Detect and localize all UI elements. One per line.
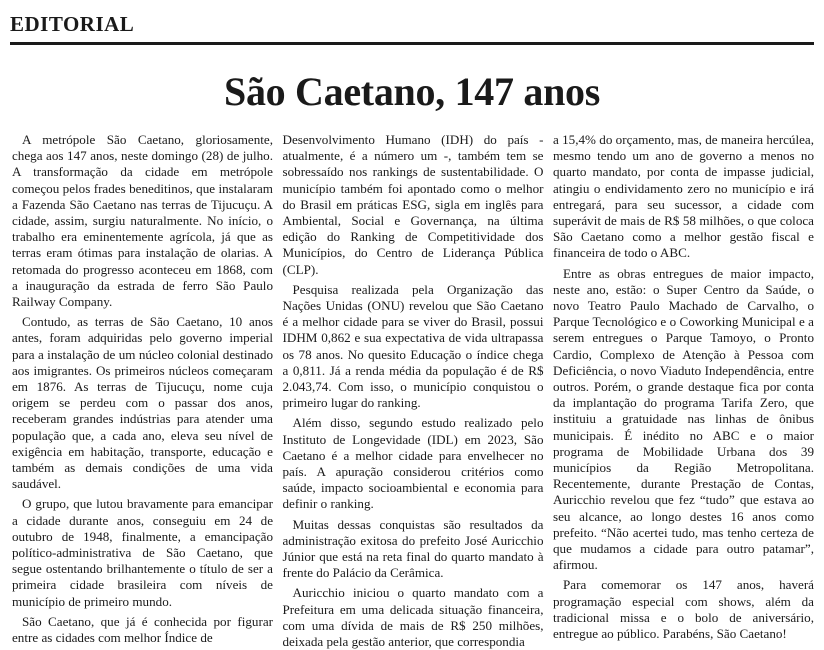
paragraph: Auricchio iniciou o quarto mandato com a Prefeitura em uma delicada situação financeira, com uma dívida de mais de R$ 250 milhões, deixada pela gestão anterior, que correspondia	[282, 585, 544, 650]
headline: São Caetano, 147 anos	[224, 69, 600, 114]
paragraph: O grupo, que lutou bravamente para emancipar a cidade durante anos, conseguiu em 24 de outubro de 1948, finalmente, a emancipação político-administrativa de São Caetano, que segue ostentando brilhantemente o título de ser a primeira cidade brasileira com níveis de município de primeiro mundo.	[12, 496, 273, 609]
paragraph: São Caetano, que já é conhecida por figurar entre as cidades com melhor Índice de	[12, 613, 273, 646]
paragraph: Pesquisa realizada pela Organização das Nações Unidas (ONU) revelou que São Caetano é a melhor cidade para se viver do Brasil, possui IDHM 0,862 e sua expectativa de vida ultrapassa os 78 anos. No quesito Educação o índice chega a 0,811. Já a renda média da população é de R$ 2.043,74. Com isso, o município conquistou o primeiro lugar do ranking.	[282, 281, 544, 411]
article-body	[12, 132, 814, 650]
section-divider	[10, 42, 814, 45]
section-label: EDITORIAL	[10, 12, 135, 36]
paragraph: Além disso, segundo estudo realizado pelo Instituto de Longevidade (IDL) em 2023, São Caetano é a melhor cidade para envelhecer no país. A apuração considerou critérios como saúde, impacto socioambiental e economia para definir o ranking.	[282, 415, 544, 512]
column-2	[282, 132, 544, 650]
paragraph: A metrópole São Caetano, gloriosamente, chega aos 147 anos, neste domingo (28) de julho. A transformação da cidade em metrópole começou pelos frades beneditinos, que instalaram a Fazenda São Caetano nas terras de Tijucuçu. A cidade, assim, surgiu naturalmente. No início, o trabalho era eminentemente agrícola, já que as terras eram ótimas para instalação de olarias. A retomada do progresso aconteceu em 1868, com a inauguração da estrada de ferro São Paulo Railway Company.	[12, 132, 273, 310]
column-3	[553, 132, 814, 642]
paragraph: Entre as obras entregues de maior impacto, neste ano, estão: o Super Centro da Saúde, o novo Teatro Paulo Machado de Carvalho, o Parque Tecnológico e o Coworking Municipal e a serem entregues o Parque Tamoyo, o Pronto Cardio, Complexo de Atenção à Pessoa com Deficiência, o novo Viaduto Independência, entre outros. Porém, o grande destaque fica por conta da implantação do programa Tarifa Zero, que instituiu a gratuidade nas linhas de ônibus municipais. É inédito no ABC e o maior programa de Mobilidade Urbana dos 39 municípios da Região Metropolitana. Recentemente, durante Prestação de Contas, Auricchio revelou que fez “tudo” que estava ao seu alcance, ao longo destes 16 anos como prefeito. “Não acertei tudo, mas tenho certeza de que mudamos a cidade para outro patamar”, afirmou.	[553, 265, 814, 573]
paragraph: Desenvolvimento Humano (IDH) do país - atualmente, é a número um -, também tem se sobressaído nos rankings de sustentabilidade. O município também foi apontado como o melhor do Brasil em práticas ESG, sigla em inglês para Ambiental, Social e Governança, na última edição do Ranking de Competitividade dos Municípios, do Centro de Liderança Pública (CLP).	[282, 132, 544, 277]
column-1	[12, 132, 273, 646]
paragraph: a 15,4% do orçamento, mas, de maneira hercúlea, mesmo tendo um ano de governo a menos no quarto mandato, por conta de impasse judicial, atingiu o endividamento zero no município e irá entregará, para seu sucessor, a cidade com superávit de mais de R$ 58 milhões, o que coloca São Caetano como a melhor gestão fiscal e financeira de todo o ABC.	[553, 132, 814, 261]
paragraph: Para comemorar os 147 anos, haverá programação especial com shows, além da tradicional missa e o bolo de aniversário, entregue ao público. Parabéns, São Caetano!	[553, 577, 814, 642]
paragraph: Contudo, as terras de São Caetano, 10 anos antes, foram adquiridas pelo governo imperial para a instalação de um núcleo colonial destinado aos imigrantes. Os primeiros núcleos começaram em 1876. As terras de Tijucuçu, nome cuja origem se perdeu com o passar dos anos, receberam grandes indústrias para atender uma população que, a cada ano, eleva seu nível de exigência em habitação, transporte, educação e também as demais condições de uma vida saudável.	[12, 314, 273, 492]
paragraph: Muitas dessas conquistas são resultados da administração exitosa do prefeito José Auricchio Júnior que está na reta final do quarto mandato à frente do Palácio da Cerâmica.	[282, 516, 544, 581]
